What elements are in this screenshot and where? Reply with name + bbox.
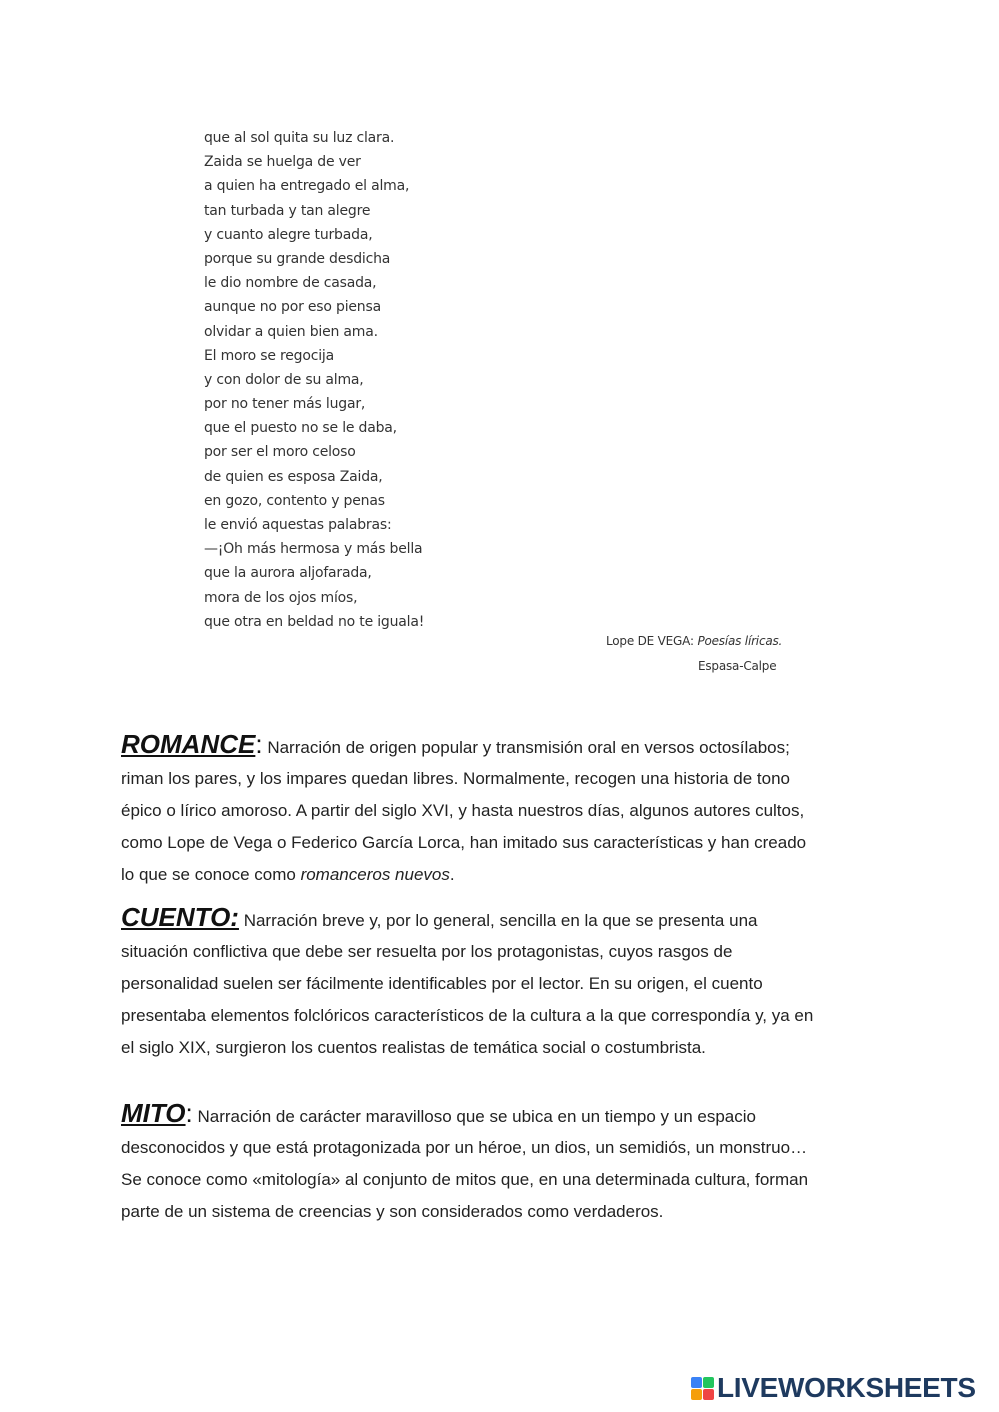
- definition-line: desconocidos y que está protagonizada por un héroe, un dios, un semidiós, un monstruo…: [121, 1138, 808, 1157]
- emphasized-term: romanceros nuevos: [300, 865, 450, 884]
- poem-line: que otra en beldad no te iguala!: [204, 613, 425, 630]
- poem-line: —¡Oh más hermosa y más bella: [204, 541, 423, 558]
- poem-line: olvidar a quien bien ama.: [204, 323, 378, 340]
- term-mito: MITO: [121, 1098, 186, 1128]
- poem-line: le dio nombre de casada,: [204, 275, 377, 292]
- term-romance: ROMANCE: [121, 729, 256, 759]
- poem-line: y cuanto alegre turbada,: [204, 226, 373, 243]
- term-separator: :: [185, 1098, 193, 1128]
- citation-title: Poesías líricas.: [697, 634, 783, 648]
- logo-square: [703, 1389, 714, 1400]
- poem-citation: [606, 634, 782, 648]
- poem-line: aunque no por eso piensa: [204, 299, 381, 316]
- citation-publisher: Espasa-Calpe: [698, 659, 777, 673]
- definition-line: parte de un sistema de creencias y son considerados como verdaderos.: [121, 1202, 664, 1221]
- definition-line: presentaba elementos folclóricos característicos de la cultura a la que correspondía y, ya en: [121, 1006, 814, 1025]
- definition-first-line: Narración breve y, por lo general, sencilla en la que se presenta una: [243, 911, 758, 930]
- definition-line: como Lope de Vega o Federico García Lorca, han imitado sus características y han creado: [121, 833, 807, 852]
- poem-line: que al sol quita su luz clara.: [204, 130, 395, 146]
- definition-romance: [121, 725, 881, 891]
- logo-square: [703, 1377, 714, 1388]
- definition-line: Se conoce como «mitología» al conjunto de mitos que, en una determinada cultura, forman: [121, 1170, 809, 1189]
- definition-mito: [121, 1094, 881, 1228]
- poem-line: de quien es esposa Zaida,: [204, 468, 383, 485]
- poem-line: por no tener más lugar,: [204, 396, 366, 413]
- poem-excerpt: [204, 126, 804, 634]
- logo-squares-icon: [691, 1377, 714, 1400]
- poem-line: mora de los ojos míos,: [204, 589, 358, 606]
- poem-line: porque su grande desdicha: [204, 250, 391, 267]
- poem-line: por ser el moro celoso: [204, 444, 356, 461]
- logo-text: LIVEWORKSHEETS: [717, 1372, 976, 1403]
- poem-line: en gozo, contento y penas: [204, 492, 385, 509]
- definition-first-line: Narración de origen popular y transmisión oral en versos octosílabos;: [267, 738, 790, 757]
- definition-line: épico o lírico amoroso. A partir del siglo XVI, y hasta nuestros días, algunos autores cultos,: [121, 801, 805, 820]
- term-cuento: CUENTO:: [121, 902, 239, 932]
- definition-last-line: [121, 859, 881, 891]
- poem-line: le envió aquestas palabras:: [204, 517, 392, 533]
- definition-first-line: Narración de carácter maravilloso que se ubica en un tiempo y un espacio: [197, 1107, 756, 1126]
- liveworksheets-logo: [691, 1371, 976, 1405]
- poem-line: que el puesto no se le daba,: [204, 420, 397, 437]
- last-line-start: lo que se conoce como: [121, 865, 301, 884]
- poem-line: El moro se regocija: [204, 347, 334, 364]
- definition-line: personalidad suelen ser fácilmente identificables por el lector. En su origen, el cuento: [121, 974, 763, 993]
- poem-line: tan turbada y tan alegre: [204, 202, 371, 219]
- definition-cuento: [121, 898, 881, 1064]
- poem-line: y con dolor de su alma,: [204, 371, 364, 388]
- logo-square: [691, 1389, 702, 1400]
- definition-line: riman los pares, y los impares quedan libres. Normalmente, recogen una historia de tono: [121, 769, 791, 788]
- logo-square: [691, 1377, 702, 1388]
- poem-line: Zaida se huelga de ver: [204, 154, 361, 171]
- citation-author: Lope DE VEGA:: [606, 634, 694, 648]
- last-line-end: .: [449, 865, 455, 884]
- term-separator: :: [255, 729, 263, 759]
- definition-line: el siglo XIX, surgieron los cuentos realistas de temática social o costumbrista.: [121, 1038, 706, 1057]
- poem-line: que la aurora aljofarada,: [204, 565, 372, 582]
- poem-line: a quien ha entregado el alma,: [204, 178, 410, 195]
- definition-line: situación conflictiva que debe ser resuelta por los protagonistas, cuyos rasgos de: [121, 942, 733, 961]
